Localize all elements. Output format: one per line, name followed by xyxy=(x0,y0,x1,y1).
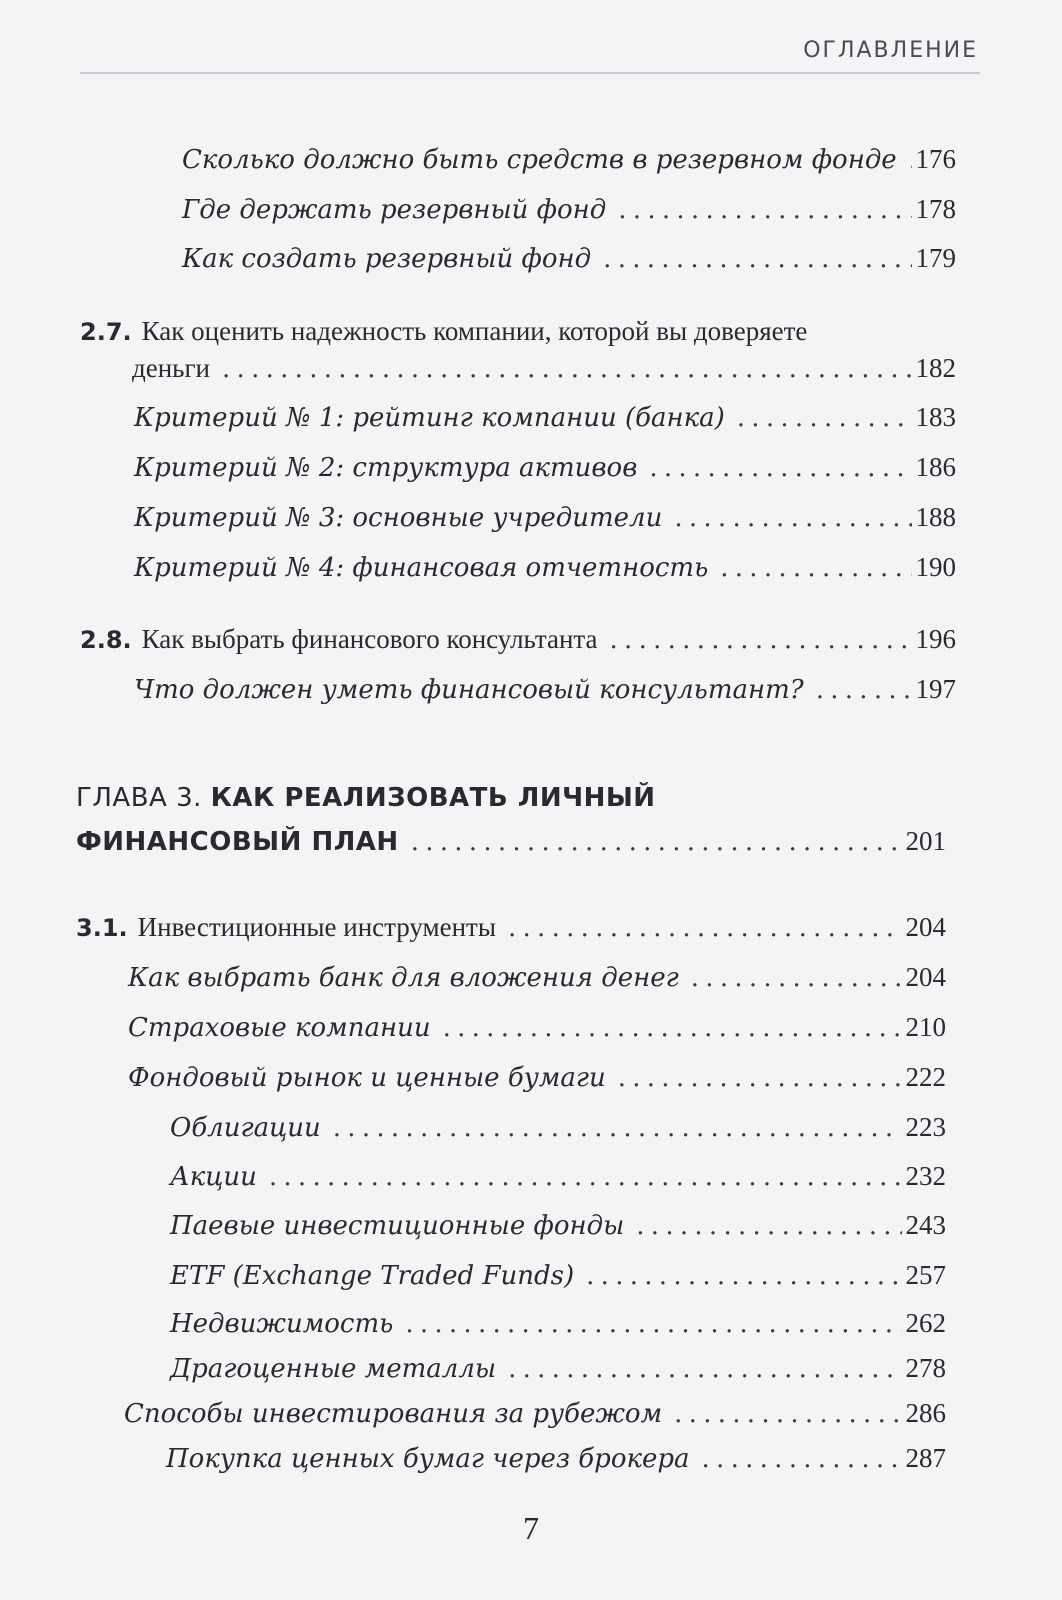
section-title: Инвестиционные инструменты xyxy=(137,912,496,942)
toc-entry[interactable] xyxy=(170,1258,946,1293)
toc-entry-title: Сколько должно быть средств в резервном фонде xyxy=(182,145,897,175)
toc-entry-page: 287 xyxy=(905,1443,946,1473)
dot-leader xyxy=(702,1442,902,1476)
toc-entry-page: 183 xyxy=(915,402,956,432)
toc-entry[interactable] xyxy=(182,192,956,227)
dot-leader xyxy=(649,451,911,485)
toc-entry[interactable] xyxy=(134,450,956,485)
header-rule xyxy=(80,72,980,74)
toc-entry-page: 178 xyxy=(915,194,956,224)
dot-leader xyxy=(610,623,912,657)
toc-entry-page: 179 xyxy=(915,243,956,273)
section-title-line2: деньги xyxy=(132,353,211,383)
dot-leader xyxy=(737,401,912,435)
section-number: 2.8. xyxy=(80,626,132,654)
toc-entry[interactable] xyxy=(182,241,956,276)
toc-entry[interactable] xyxy=(134,550,956,585)
toc-entry-page: 196 xyxy=(915,624,956,654)
toc-entry-title: Акции xyxy=(170,1162,257,1192)
toc-entry-title: Фондовый рынок и ценные бумаги xyxy=(128,1063,606,1093)
toc-entry[interactable] xyxy=(128,1060,946,1095)
section-number: 2.7. xyxy=(80,318,132,346)
toc-entry[interactable] xyxy=(170,1306,946,1341)
section-title: Как выбрать финансового консультанта xyxy=(141,624,598,654)
section-number: 3.1. xyxy=(76,914,128,942)
toc-entry-page: 201 xyxy=(905,826,946,856)
dot-leader xyxy=(816,673,912,707)
dot-leader xyxy=(443,1011,902,1045)
toc-entry-page: 286 xyxy=(905,1398,946,1428)
dot-leader xyxy=(909,143,912,177)
toc-entry[interactable] xyxy=(134,500,956,535)
toc-entry-page: 197 xyxy=(915,674,956,704)
toc-entry-page: 278 xyxy=(905,1353,946,1383)
dot-leader xyxy=(720,551,911,585)
page-number: 7 xyxy=(523,1510,539,1546)
dot-leader xyxy=(269,1160,902,1194)
chapter-label: ГЛАВА 3. xyxy=(76,783,202,813)
running-header: ОГЛАВЛЕНИЕ xyxy=(803,38,978,63)
toc-entry-title: Критерий № 3: основные учредители xyxy=(134,503,663,533)
toc-entry-section-3-1[interactable] xyxy=(76,910,946,945)
toc-entry-title: Страховые компании xyxy=(128,1013,431,1043)
toc-entry-page: 204 xyxy=(905,912,946,942)
toc-entry[interactable] xyxy=(124,1396,946,1431)
toc-entry[interactable] xyxy=(170,1159,946,1194)
toc-entry-page: 223 xyxy=(905,1112,946,1142)
toc-entry-page: 176 xyxy=(915,144,956,174)
toc-entry-title: Паевые инвестиционные фонды xyxy=(170,1211,625,1241)
dot-leader xyxy=(586,1259,901,1293)
chapter-title-line1: КАК РЕАЛИЗОВАТЬ ЛИЧНЫЙ xyxy=(210,783,656,813)
toc-entry[interactable] xyxy=(166,1441,946,1476)
toc-entry-section-2-7[interactable] xyxy=(132,351,956,386)
dot-leader xyxy=(405,1307,901,1341)
toc-entry[interactable] xyxy=(134,672,956,707)
chapter-title-line2: ФИНАНСОВЫЙ ПЛАН xyxy=(76,827,399,857)
toc-entry-page: 257 xyxy=(905,1260,946,1290)
dot-leader xyxy=(508,911,902,945)
dot-leader xyxy=(333,1111,902,1145)
toc-entry-section-2-8[interactable] xyxy=(80,622,956,657)
toc-entry[interactable] xyxy=(134,400,956,435)
dot-leader xyxy=(636,1209,901,1243)
toc-entry-title: ETF (Exchange Traded Funds) xyxy=(170,1261,575,1291)
toc-entry-chapter-3[interactable] xyxy=(76,824,946,859)
toc-entry[interactable] xyxy=(170,1110,946,1145)
dot-leader xyxy=(508,1352,901,1386)
dot-leader xyxy=(674,501,911,535)
toc-entry-title: Что должен уметь финансовый консультант? xyxy=(134,675,804,705)
toc-entry-title: Облигации xyxy=(170,1113,321,1143)
toc-entry[interactable] xyxy=(170,1208,946,1243)
toc-entry-page: 186 xyxy=(915,452,956,482)
dot-leader xyxy=(411,825,902,859)
toc-entry-title: Драгоценные металлы xyxy=(170,1354,497,1384)
toc-entry-title: Критерий № 1: рейтинг компании (банка) xyxy=(134,403,725,433)
toc-entry-page: 182 xyxy=(915,353,956,383)
section-title-line1: Как оценить надежность компании, которой вы доверяете xyxy=(141,316,808,346)
dot-leader xyxy=(222,352,911,386)
toc-entry[interactable] xyxy=(128,1010,946,1045)
toc-entry-page: 190 xyxy=(915,552,956,582)
toc-entry-page: 232 xyxy=(905,1161,946,1191)
toc-entry-title: Критерий № 2: структура активов xyxy=(134,453,638,483)
toc-entry-page: 243 xyxy=(905,1210,946,1240)
toc-entry-page: 262 xyxy=(905,1308,946,1338)
toc-entry-page: 210 xyxy=(905,1012,946,1042)
dot-leader xyxy=(603,242,911,276)
toc-entry-title: Как создать резервный фонд xyxy=(182,244,592,274)
toc-entry-title: Недвижимость xyxy=(170,1309,394,1339)
toc-entry-page: 188 xyxy=(915,502,956,532)
dot-leader xyxy=(618,193,911,227)
chapter-heading-3[interactable] xyxy=(76,780,656,816)
toc-entry[interactable] xyxy=(128,960,946,995)
dot-leader xyxy=(674,1397,901,1431)
toc-entry-title: Как выбрать банк для вложения денег xyxy=(128,963,679,993)
toc-entry-title: Критерий № 4: финансовая отчетность xyxy=(134,553,709,583)
toc-entry-title: Покупка ценных бумаг через брокера xyxy=(166,1444,690,1474)
dot-leader xyxy=(691,961,902,995)
toc-entry[interactable] xyxy=(182,142,956,177)
dot-leader xyxy=(618,1061,902,1095)
section-heading-2-7[interactable] xyxy=(80,314,807,349)
toc-entry-title: Способы инвестирования за рубежом xyxy=(124,1399,663,1429)
toc-entry-page: 204 xyxy=(905,962,946,992)
toc-entry-page: 222 xyxy=(905,1062,946,1092)
toc-entry-title: Где держать резервный фонд xyxy=(182,195,607,225)
toc-entry[interactable] xyxy=(170,1351,946,1386)
